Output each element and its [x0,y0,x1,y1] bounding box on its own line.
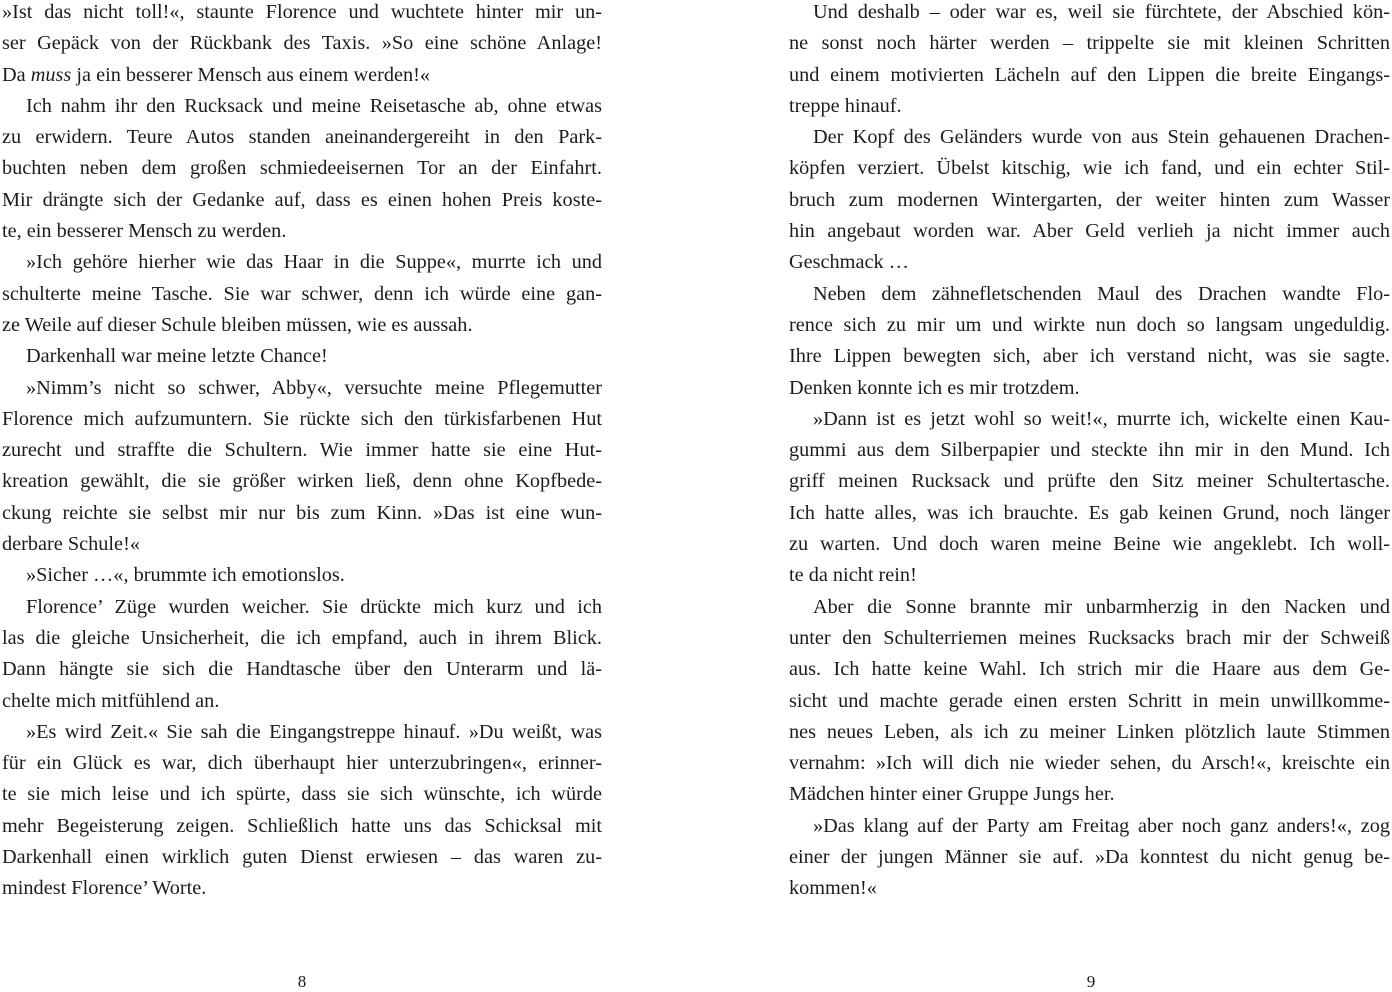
text-line: Mädchen hinter einer Gruppe Jungs her. [789,783,1115,806]
text-line: Neben dem zähnefletschenden Maul des Drachen wandte Flo- [813,282,1390,305]
right-page-text [789,0,1390,905]
text-line: chelte mich mitfühlend an. [2,689,220,712]
text-line: Darkenhall einen wirklich guten Dienst erwiesen – das waren zu- [2,846,602,869]
text-line: Ihre Lippen bewegten sich, aber ich verstand nicht, was sie sagte. [789,345,1390,368]
text-line: Florence mich aufzumuntern. Sie rückte sich den türkisfarbenen Hut [2,407,602,430]
text-line: »Dann ist es jetzt wohl so weit!«, murrte ich, wickelte einen Kau- [813,407,1390,430]
text-line: treppe hinauf. [789,94,902,117]
text-line: Ich hatte alles, was ich brauchte. Es gab keinen Grund, noch länger [789,501,1390,524]
text-line: kommen!« [789,877,877,900]
text-line: »Es wird Zeit.« Sie sah die Eingangstreppe hinauf. »Du weißt, was [26,720,602,743]
text-line: Denken konnte ich es mir trotzdem. [789,376,1080,399]
text-line: zu warten. Und doch waren meine Beine wie angeklebt. Ich woll- [789,533,1390,556]
text-line: hin angebaut worden war. Aber Geld verlieh ja nicht immer auch [789,220,1390,243]
text-line: Da muss ja ein besserer Mensch aus einem werden!« [2,63,431,86]
text-line: Und deshalb – oder war es, weil sie fürchtete, der Abschied kön- [813,1,1390,23]
text-line: vernahm: »Ich will dich nie wieder sehen, du Arsch!«, kreischte ein [789,752,1390,775]
text-line: köpfen verziert. Übelst kitschig, wie ich fand, und ein echter Stil- [789,157,1390,180]
page-number-right: 9 [1086,972,1096,991]
text-line: kreation gewählt, die sie größer wirken ließ, denn ohne Kopfbede- [2,470,602,493]
text-line: und einem motivierten Lächeln auf den Lippen die breite Eingangs- [789,63,1390,86]
text-line: buchten neben dem großen schmiedeeisernen Tor an der Einfahrt. [2,157,602,180]
text-line: ckung reichte sie selbst mir nur bis zum Kinn. »Das ist eine wun- [2,501,602,524]
text-line: gummi aus dem Silberpapier und steckte ihn mir in den Mund. Ich [789,439,1390,462]
text-line: mehr Begeisterung zeigen. Schließlich hatte uns das Schicksal mit [2,814,602,837]
text-line: einer der jungen Männer sie auf. »Da konntest du nicht genug be- [789,846,1390,869]
text-line: Mir drängte sich der Gedanke auf, dass es einen hohen Preis koste- [2,188,602,211]
text-line: sicht und machte gerade einen ersten Schritt in mein unwillkomme- [789,689,1390,712]
text-line: »Sicher …«, brummte ich emotionslos. [26,564,345,587]
text-line: Der Kopf des Geländers wurde von aus Stein gehauenen Drachen- [813,126,1390,149]
text-line: bruch zum modernen Wintergarten, der weiter hinten zum Wasser [789,188,1390,211]
text-line: Geschmack … [789,251,909,274]
page-number-left: 8 [297,972,307,991]
text-line: mindest Florence’ Worte. [2,877,207,900]
text-line: las die gleiche Unsicherheit, die ich empfand, auch in ihrem Blick. [2,626,602,649]
text-line: derbare Schule!« [2,533,140,556]
text-line: aus. Ich hatte keine Wahl. Ich strich mir die Haare aus dem Ge- [789,658,1390,681]
text-line: te sie mich leise und ich spürte, dass sie sich wünschte, ich würde [2,783,602,806]
text-line: Ich nahm ihr den Rucksack und meine Reisetasche ab, ohne etwas [26,94,602,117]
text-line: Dann hängte sie sich die Handtasche über den Unterarm und lä- [2,658,602,681]
text-line: zu erwidern. Teure Autos standen aneinandergereiht in den Park- [2,126,602,149]
text-line: »Nimm’s nicht so schwer, Abby«, versuchte meine Pflegemutter [26,376,602,399]
text-line: Aber die Sonne brannte mir unbarmherzig in den Nacken und [813,595,1390,618]
text-line: ser Gepäck von der Rückbank des Taxis. »So eine schöne Anlage! [2,32,602,55]
text-line: Darkenhall war meine letzte Chance! [26,345,328,368]
text-line: schulterte meine Tasche. Sie war schwer, denn ich würde eine gan- [2,282,602,305]
text-line: rence sich zu mir um und wirkte nun doch so langsam ungeduldig. [789,313,1390,336]
left-page-text [2,0,602,905]
text-line: ne sonst noch härter werden – trippelte sie mit kleinen Schritten [789,32,1390,55]
text-line: für ein Glück es war, dich überhaupt hier unterzubringen«, erinner- [2,752,602,775]
text-line: te, ein besserer Mensch zu werden. [2,220,287,243]
text-line: Florence’ Züge wurden weicher. Sie drückte mich kurz und ich [26,595,602,618]
left-page [2,0,602,992]
text-line: nes neues Leben, als ich zu meiner Linken plötzlich laute Stimmen [789,720,1390,743]
text-line: griff meinen Rucksack und prüfte den Sitz meiner Schultertasche. [789,470,1390,493]
text-line: zurecht und straffte die Schultern. Wie immer hatte sie eine Hut- [2,439,602,462]
emphasis: muss [30,63,72,86]
text-line: ze Weile auf dieser Schule bleiben müssen, wie es aussah. [2,313,473,336]
text-line: »Ich gehöre hierher wie das Haar in die Suppe«, murrte ich und [26,251,602,274]
text-line: te da nicht rein! [789,564,917,587]
text-line: »Ist das nicht toll!«, staunte Florence und wuchtete hinter mir un- [2,1,602,23]
right-page [789,0,1390,992]
text-line: unter den Schulterriemen meines Rucksacks brach mir der Schweiß [789,626,1390,649]
text-line: »Das klang auf der Party am Freitag aber noch ganz anders!«, zog [813,814,1390,837]
